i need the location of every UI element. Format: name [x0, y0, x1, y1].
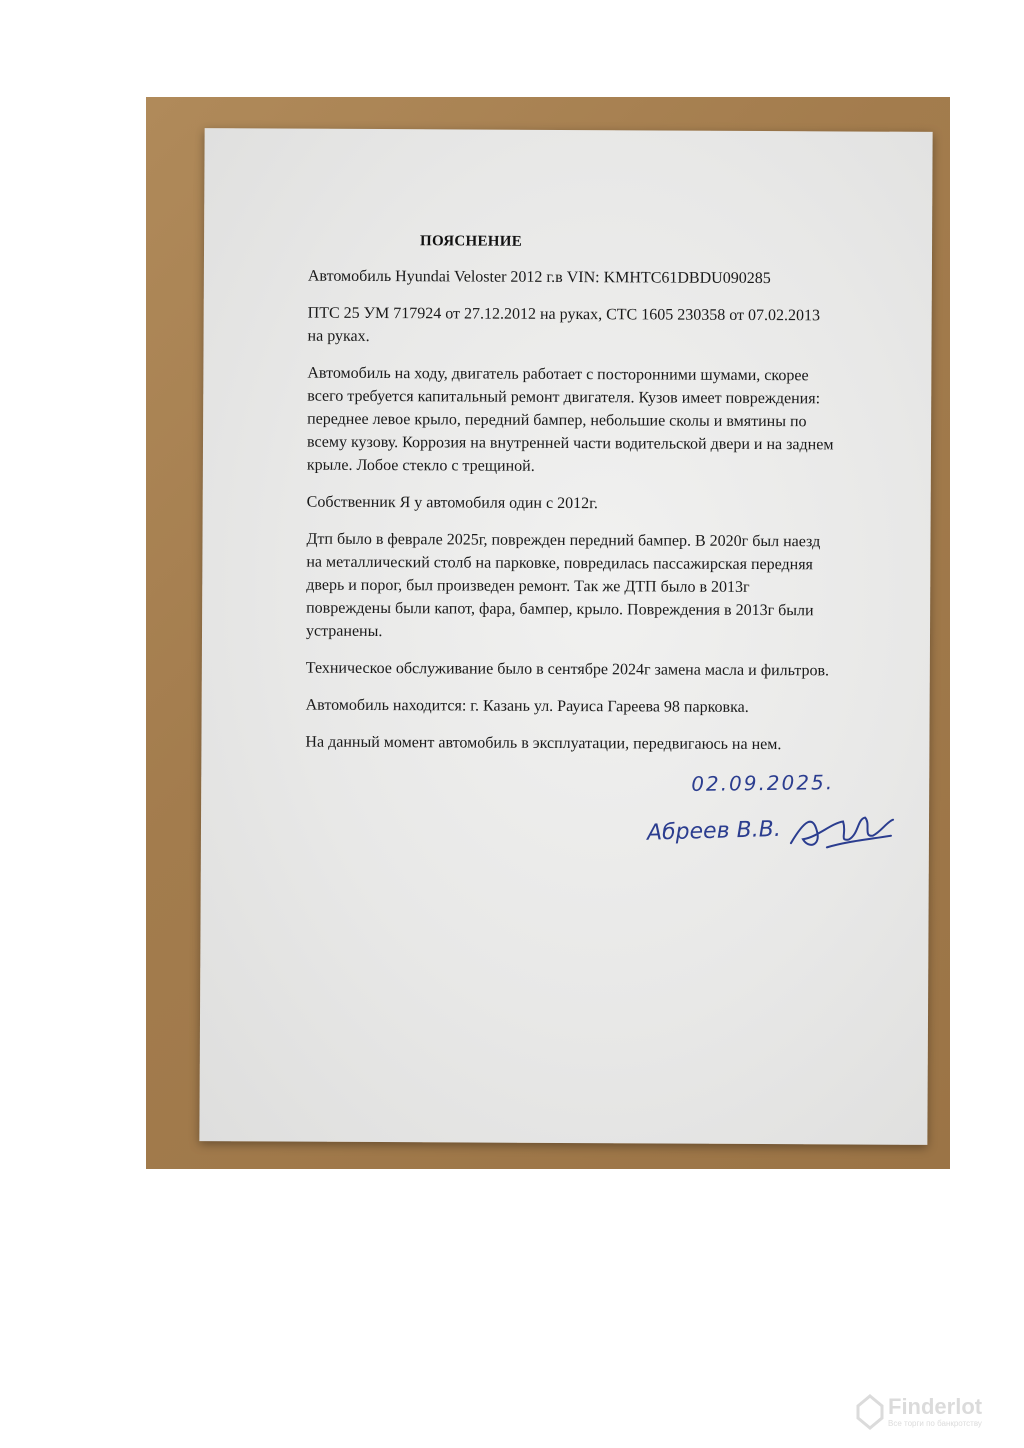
- accidents-paragraph: [306, 528, 847, 646]
- accidents-line-5: устранены.: [305, 622, 383, 641]
- accidents-line-4: повреждены были капот, фара, бампер, крыло. Повреждения в 2013г были: [306, 599, 814, 620]
- car-line: Автомобиль Hyundai Veloster 2012 г.в VIN: KMHTC61DBDU090285: [307, 267, 771, 288]
- watermark-tagline: Все торги по банкротству: [888, 1419, 982, 1428]
- finderlot-logo-icon: [856, 1394, 884, 1430]
- location-line: Автомобиль находится: г. Казань ул. Рауиса Гареева 98 парковка.: [305, 696, 749, 716]
- condition-line-3: переднее левое крыло, передний бампер, небольшие сколы и вмятины по: [307, 410, 807, 431]
- document-body: [305, 265, 848, 771]
- signature-icon: [787, 809, 897, 856]
- document-photo: [146, 97, 950, 1169]
- docs-line-2: на руках.: [307, 327, 370, 345]
- condition-paragraph: [307, 362, 848, 480]
- owner-line: Собственник Я у автомобиля один с 2012г.: [306, 493, 598, 513]
- docs-paragraph: [308, 302, 848, 351]
- handwritten-name: Абреев В.В.: [646, 816, 782, 846]
- paper-sheet: [199, 128, 932, 1145]
- condition-line-5: крыле. Лобое стекло с трещиной.: [306, 456, 535, 475]
- accidents-line-2: на металлический столб на парковке, повредилась пассажирская передняя: [306, 553, 813, 574]
- handwritten-date: 02.09.2025.: [691, 770, 835, 796]
- usage-line: На данный момент автомобиль в эксплуатации, передвигаюсь на нем.: [305, 733, 782, 754]
- watermark: [856, 1392, 1006, 1432]
- watermark-brand: Finderlot: [888, 1394, 983, 1419]
- condition-line-1: Автомобиль на ходу, двигатель работает с посторонними шумами, скорее: [307, 364, 809, 385]
- accidents-line-1: Дтп было в феврале 2025г, поврежден передний бампер. В 2020г был наезд: [306, 530, 821, 551]
- service-line: Техническое обслуживание было в сентябре 2024г замена масла и фильтров.: [305, 659, 830, 680]
- accidents-line-3: дверь и порог, был произведен ремонт. Так же ДТП было в 2013г: [306, 576, 750, 596]
- condition-line-2: всего требуется капитальный ремонт двигателя. Кузов имеет повреждения:: [307, 387, 821, 408]
- docs-line-1: ПТС 25 УМ 717924 от 27.12.2012 на руках, СТС 1605 230358 от 07.02.2013: [307, 304, 821, 325]
- condition-line-4: всему кузову. Коррозия на внутренней части водительской двери и на заднем: [306, 433, 834, 454]
- document-title: ПОЯСНЕНИЕ: [420, 233, 523, 250]
